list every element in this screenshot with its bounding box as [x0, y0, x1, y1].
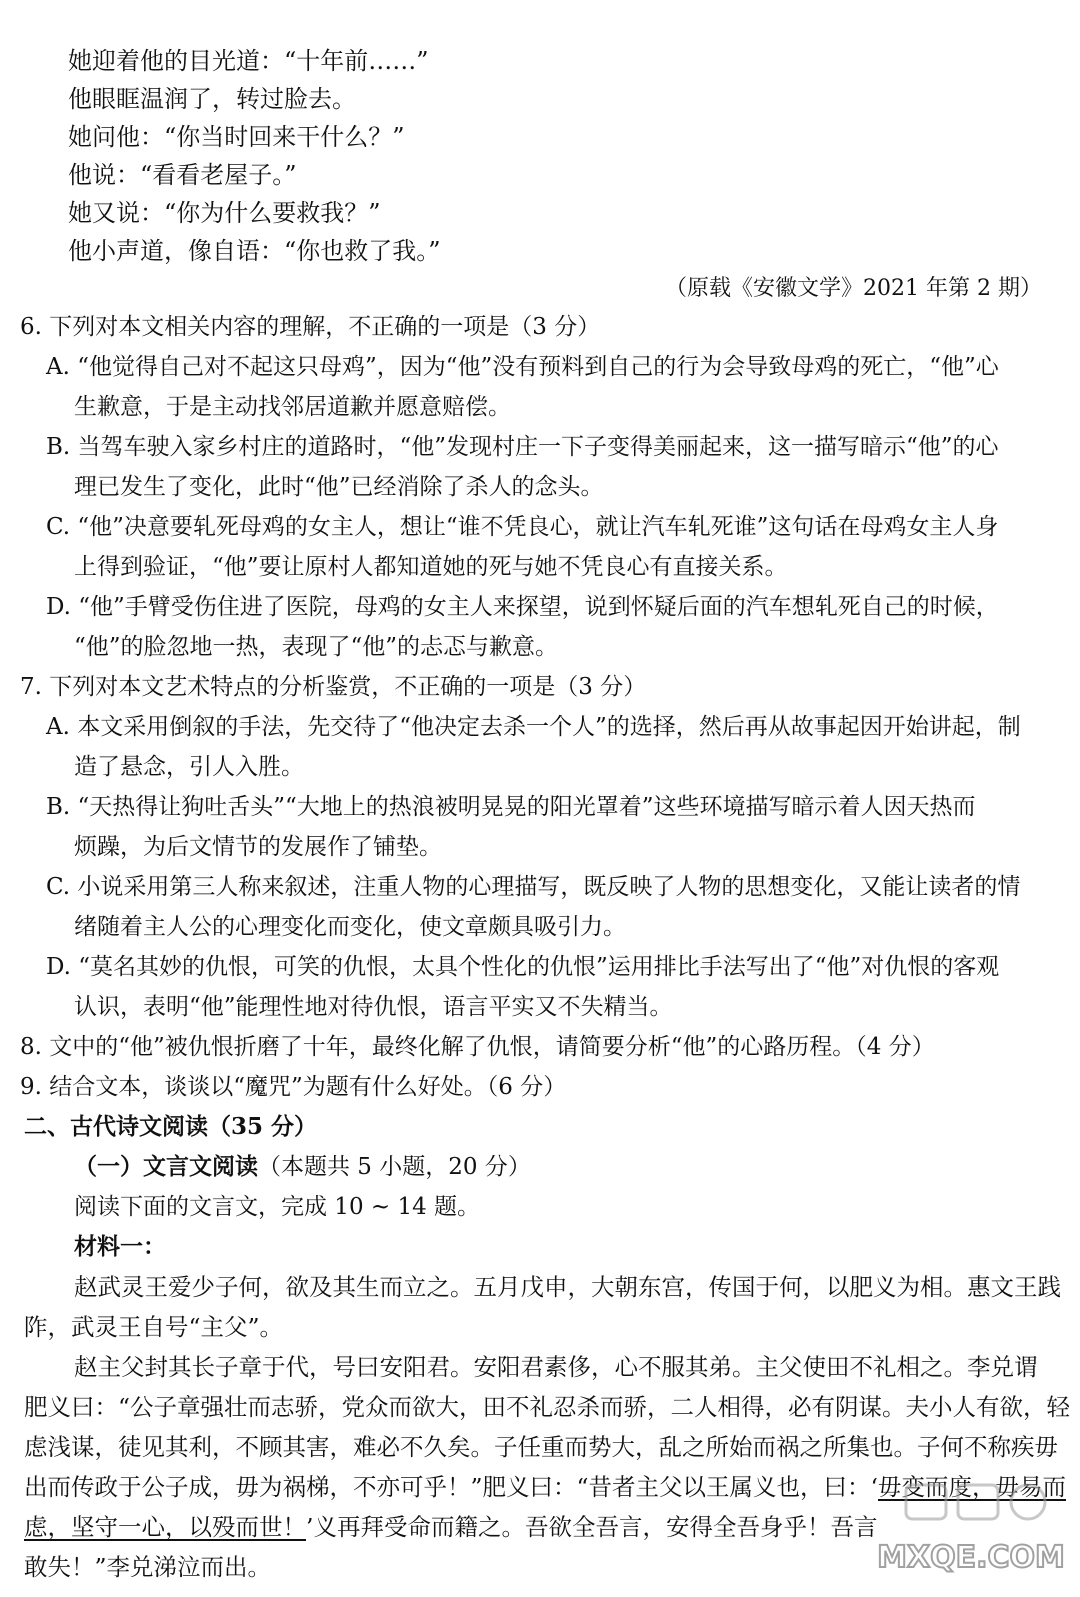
- q7-option-d-line2: 认识，表明“他”能理性地对待仇恨，语言平实又不失精当。: [74, 994, 673, 1020]
- source-citation: （原载《安徽文学》2021 年第 2 期）: [665, 276, 1042, 301]
- classical-line-2: 阼，武灵王自号“主父”。: [24, 1313, 284, 1341]
- classical-line-7: [24, 1512, 877, 1542]
- q6-option-d-line1: D. “他”手臂受伤住进了医院，母鸡的女主人来探望，说到怀疑后面的汽车想轧死自己的时候，: [46, 594, 999, 620]
- q7-option-b-line1: B. “天热得让狗吐舌头”“大地上的热浪被明晃晃的阳光罩着”这些环境描写暗示着人因天热而: [46, 794, 976, 820]
- dialogue-line-2: 他眼眶温润了，转过脸去。: [68, 85, 356, 113]
- dialogue-line-5: 她又说：“你为什么要救我？”: [68, 199, 381, 227]
- subsection-label: （一）文言文阅读: [74, 1153, 258, 1180]
- q7-option-a-line2: 造了悬念，引人入胜。: [74, 754, 304, 780]
- classical-line-7-rest: ’义再拜受命而籍之。吾欲全吾言，安得全吾身乎！吾言: [306, 1513, 878, 1541]
- q6-option-b-line2: 理已发生了变化，此时“他”已经消除了杀人的念头。: [74, 474, 604, 500]
- section-2-heading: 二、古代诗文阅读（35 分）: [24, 1113, 318, 1140]
- dialogue-line-4: 他说：“看看老屋子。”: [68, 161, 297, 189]
- classical-line-8: 敢失！”李兑涕泣而出。: [24, 1553, 272, 1581]
- watermark-shape-2: [958, 1485, 998, 1519]
- material-label: 材料一：: [74, 1233, 166, 1260]
- question-6-stem: 6. 下列对本文相关内容的理解，不正确的一项是（3 分）: [20, 314, 601, 340]
- q6-option-d-line2: “他”的脸忽地一热，表现了“他”的忐忑与歉意。: [74, 634, 559, 660]
- dialogue-line-3: 她问他：“你当时回来干什么？”: [68, 123, 405, 151]
- q7-option-d-line1: D. “莫名其妙的仇恨，可笑的仇恨，太具个性化的仇恨”运用排比手法写出了“他”对仇恨的客观: [46, 954, 1000, 980]
- subsection-heading: [74, 1152, 531, 1182]
- watermark-logo: [876, 1475, 1066, 1585]
- underlined-quote-part2: 虑，坚守一心，以殁而世！: [24, 1513, 306, 1541]
- classical-line-6-text: 出而传政于公子成，毋为祸梯，不亦可乎！”肥义曰：“昔者主父以王属义也，曰：‘: [24, 1473, 878, 1501]
- watermark-shape-1: [906, 1485, 946, 1519]
- watermark-shape-3: [1011, 1485, 1045, 1519]
- q7-option-c-line2: 绪随着主人公的心理变化而变化，使文章颇具吸引力。: [74, 914, 626, 940]
- classical-line-5: 虑浅谋，徒见其利，不顾其害，难必不久矣。子任重而势大，乱之所始而祸之所集也。子何不称疾毋: [24, 1433, 1058, 1461]
- classical-line-3: 赵主父封其长子章于代，号曰安阳君。安阳君素侈，心不服其弟。主父使田不礼相之。李兑谓: [74, 1353, 1038, 1381]
- q6-option-a-line2: 生歉意，于是主动找邻居道歉并愿意赔偿。: [74, 394, 511, 420]
- dialogue-line-6: 他小声道，像自语：“你也救了我。”: [68, 237, 441, 265]
- classical-line-1: 赵武灵王爱少子何，欲及其生而立之。五月戊申，大朝东宫，传国于何，以肥义为相。惠文王践: [74, 1273, 1061, 1301]
- underlined-quote-part1: 毋变而度，毋易而: [878, 1473, 1066, 1501]
- reading-instruction: 阅读下面的文言文，完成 10 ~ 14 题。: [74, 1194, 481, 1220]
- question-8: 8. 文中的“他”被仇恨折磨了十年，最终化解了仇恨，请简要分析“他”的心路历程。（4 分）: [20, 1034, 935, 1060]
- watermark-text: MXQE.COM: [877, 1540, 1065, 1575]
- subsection-note: （本题共 5 小题，20 分）: [258, 1154, 531, 1180]
- q7-option-b-line2: 烦躁，为后文情节的发展作了铺垫。: [74, 834, 442, 860]
- question-9: 9. 结合文本，谈谈以“魔咒”为题有什么好处。（6 分）: [20, 1074, 567, 1100]
- q6-option-a-line1: A. “他觉得自己对不起这只母鸡”，因为“他”没有预料到自己的行为会导致母鸡的死亡，“他”心: [46, 354, 999, 380]
- q7-option-c-line1: C. 小说采用第三人称来叙述，注重人物的心理描写，既反映了人物的思想变化，又能让读者的情: [46, 874, 1021, 900]
- q6-option-c-line1: C. “他”决意要轧死母鸡的女主人，想让“谁不凭良心，就让汽车轧死谁”这句话在母鸡女主人身: [46, 514, 999, 540]
- question-7-stem: 7. 下列对本文艺术特点的分析鉴赏，不正确的一项是（3 分）: [20, 674, 647, 700]
- dialogue-line-1: 她迎着他的目光道：“十年前……”: [68, 47, 429, 75]
- q6-option-c-line2: 上得到验证，“他”要让原村人都知道她的死与她不凭良心有直接关系。: [74, 554, 788, 580]
- q7-option-a-line1: A. 本文采用倒叙的手法，先交待了“他决定去杀一个人”的选择，然后再从故事起因开始讲起，制: [46, 714, 1021, 740]
- q6-option-b-line1: B. 当驾车驶入家乡村庄的道路时，“他”发现村庄一下子变得美丽起来，这一描写暗示“他”的心: [46, 434, 999, 460]
- classical-line-4: 肥义曰：“公子章强壮而志骄，党众而欲大，田不礼忍杀而骄，二人相得，必有阴谋。夫小人有欲，轻: [24, 1393, 1071, 1421]
